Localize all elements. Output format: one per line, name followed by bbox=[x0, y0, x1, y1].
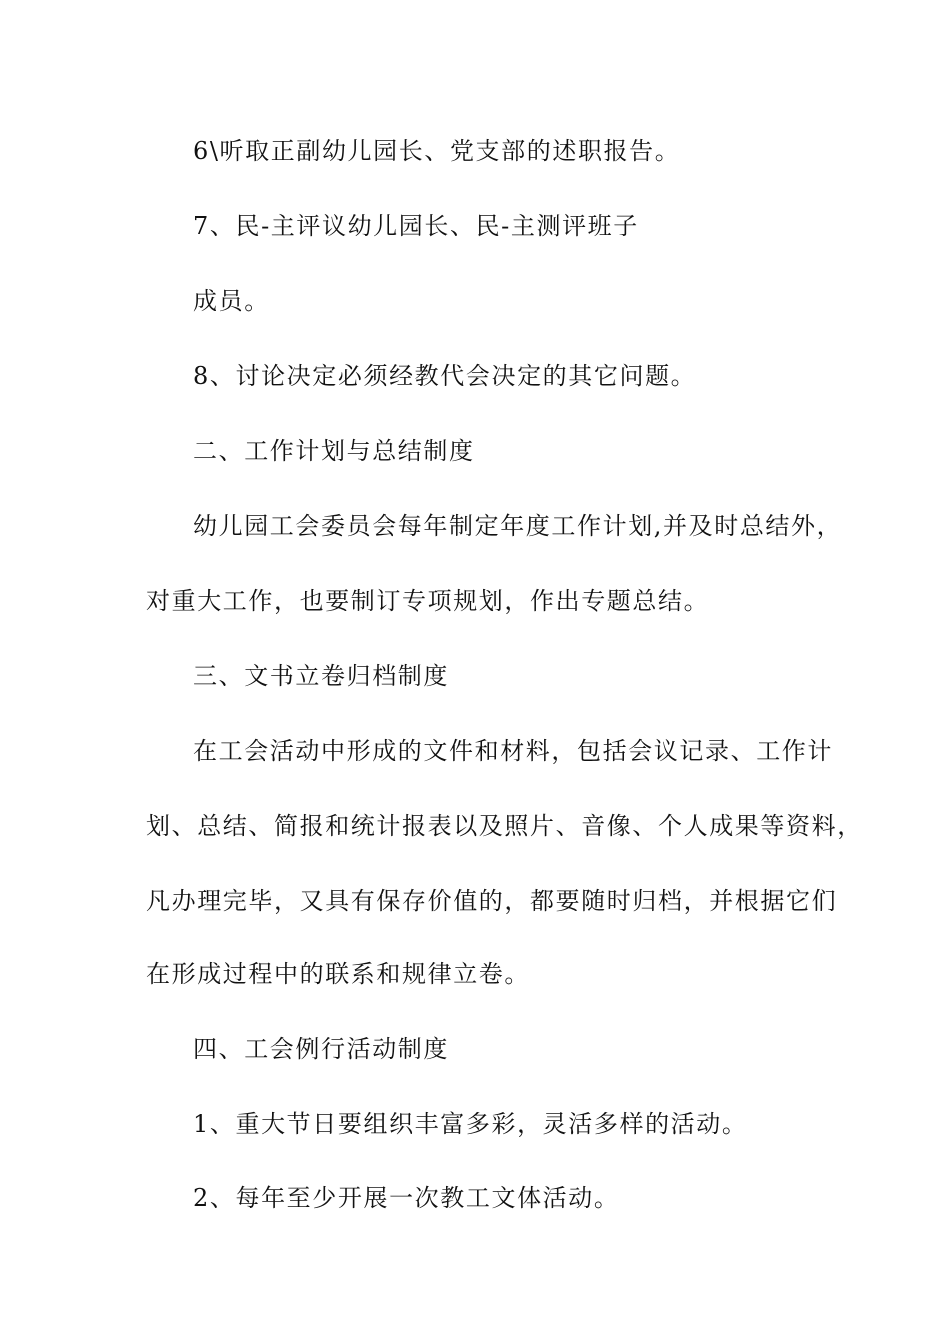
section-3-heading: 三、文书立卷归档制度 bbox=[193, 662, 449, 690]
section-3-paragraph-line-2: 划、总结、简报和统计报表以及照片、音像、个人成果等资料， bbox=[146, 812, 863, 840]
item-7-continuation: 成员。 bbox=[193, 287, 270, 315]
item-6-text: 6\听取正副幼儿园长、党支部的述职报告。 bbox=[193, 137, 681, 165]
section-3-paragraph-line-4: 在形成过程中的联系和规律立卷。 bbox=[146, 960, 530, 988]
section-4-heading: 四、工会例行活动制度 bbox=[193, 1035, 449, 1063]
item-8-text: 8、讨论决定必须经教代会决定的其它问题。 bbox=[193, 362, 697, 390]
section-3-paragraph-line-1: 在工会活动中形成的文件和材料，包括会议记录、工作计 bbox=[193, 737, 833, 765]
section-4-item-2: 2、每年至少开展一次教工文体活动。 bbox=[193, 1184, 620, 1212]
item-7-text: 7、民-主评议幼儿园长、民-主测评班子 bbox=[193, 212, 639, 240]
section-2-paragraph-line-1: 幼儿园工会委员会每年制定年度工作计划,并及时总结外， bbox=[193, 512, 843, 540]
section-2-paragraph-line-2: 对重大工作，也要制订专项规划，作出专题总结。 bbox=[146, 587, 710, 615]
section-2-heading: 二、工作计划与总结制度 bbox=[193, 437, 475, 465]
section-4-item-1: 1、重大节日要组织丰富多彩，灵活多样的活动。 bbox=[193, 1110, 748, 1138]
section-3-paragraph-line-3: 凡办理完毕，又具有保存价值的，都要随时归档，并根据它们 bbox=[146, 887, 838, 915]
